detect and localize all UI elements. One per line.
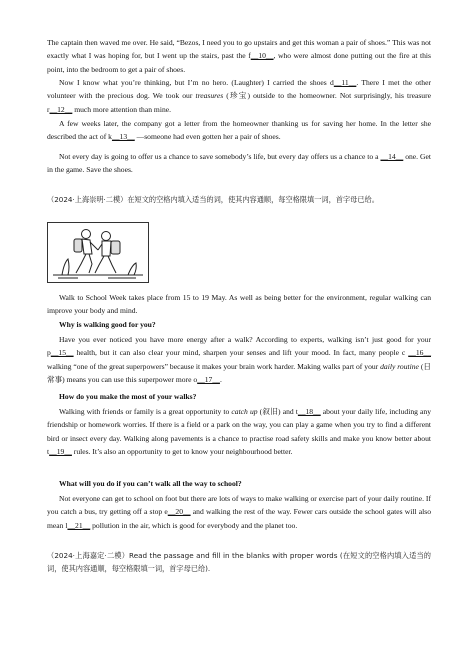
text-span: health, but it can also clear your mind, sharpen your senses and lift your mood. In fact, many people c: [73, 348, 409, 358]
text-span: The captain then waved me over. He said, “Bezos, I need you to go upstairs and get this woman a pair of shoes.” This was not exactly what I was hoping for, but I went up the stairs, past the f: [47, 38, 431, 61]
treasures-word: treasures: [195, 91, 224, 101]
blank-21[interactable]: __21__: [67, 520, 91, 530]
blank-18[interactable]: __18__: [297, 407, 321, 416]
text-span: Not everyone can get to school on foot but there are lots of ways to make walking or exercise part of your daily routine. If you catch a bus, try getting off a stop e: [47, 494, 431, 517]
walking-children-illustration: [47, 222, 149, 283]
text-span: .: [219, 375, 222, 385]
text-span: one. Get in the game. Save the shoes.: [47, 152, 431, 175]
story-paragraph-4: [47, 150, 431, 177]
text-span: Not every day is going to offer us a chance to save somebody’s life, but every day offers us a chance to a: [59, 152, 381, 161]
blank-19[interactable]: __19__: [49, 447, 72, 457]
text-span: pollution in the air, which is good for everybody and the planet too.: [90, 520, 298, 530]
blank-14[interactable]: __14__: [380, 152, 404, 161]
story-paragraph-2: [47, 76, 431, 116]
blank-17[interactable]: __17__: [197, 375, 220, 385]
heading-why-walking: Why is walking good for you?: [59, 320, 156, 329]
story-paragraph-1: [47, 36, 431, 76]
text-span: A few weeks later, the company got a letter from the homeowner thanking us for saving her home. In the letter she described the act of k: [47, 119, 431, 142]
text-span: . There I met the other volunteer with the precious dog. We took our: [47, 78, 431, 101]
text-span: (叙旧) and t: [257, 407, 298, 416]
story-paragraph-3: [47, 117, 431, 144]
blank-11[interactable]: __11__: [333, 78, 357, 87]
blank-13[interactable]: __13__: [111, 132, 135, 142]
heading-make-most: How do you make the most of your walks?: [59, 392, 197, 401]
blank-20[interactable]: __20__: [167, 507, 191, 517]
text-span: rules. It’s also an opportunity to get to know your neighbourhood better.: [71, 447, 293, 457]
text-span: Now I know what you’re thinking, but I’m no hero. (Laughter) I carried the shoes d: [59, 78, 334, 87]
text-span: (日常事) means you can use this superpower more o: [47, 361, 431, 385]
text-span: Walking with friends or family is a great opportunity to: [59, 407, 232, 416]
text-span: Have you ever noticed you have more energy after a walk? According to experts, walking isn’t just good for your p: [47, 335, 431, 358]
walk-intro-paragraph: Walk to School Week takes place from 15 to 19 May. As well as being better for the environment, regular walking can improve your body and mind.: [47, 293, 431, 316]
text-span: , who were almost done putting out the fire at this point, into the bedroom to get a pair of shoes.: [47, 51, 431, 74]
blank-16[interactable]: __16__: [408, 348, 431, 358]
heading-cant-walk: What will you do if you can’t walk all the way to school?: [59, 479, 242, 488]
text-span: walking “one of the great superpowers” because it makes your brain work harder. Making walks part of your: [47, 361, 381, 371]
blank-12[interactable]: __12__: [49, 104, 73, 114]
walk-paragraph-1: [47, 333, 431, 387]
walk-paragraph-3: [47, 492, 431, 532]
blank-15[interactable]: __15__: [50, 348, 74, 358]
text-span: —someone had even gotten her a pair of shoes.: [134, 132, 281, 142]
text-span: and walking the rest of the way. Fewer cars outside the school gates will also mean l: [47, 507, 431, 530]
source-note-jiading: （2024·上海嘉定·二模）Read the passage and fill in the blanks with proper words (在短文的空格内填入适当的词，使其内容通顺，每空格限填一词，首字母已给).: [47, 551, 431, 574]
blank-10[interactable]: __10__: [250, 51, 274, 61]
text-span: (珍宝) outside to the homeowner. Not surprisingly, his treasure r: [47, 91, 432, 114]
children-walking-icon: [48, 223, 148, 282]
text-span: much more attention than mine.: [72, 104, 172, 114]
catch-up-term: catch up: [231, 407, 258, 416]
daily-routine-term: daily routine: [380, 361, 419, 371]
source-note-chongming: （2024·上海崇明·二模）在短文的空格内填入适当的词，使其内容通顺，每空格限填一词，首字母已给。: [47, 195, 379, 204]
walk-paragraph-2: [47, 405, 431, 459]
text-span: about your daily life, including any friendship or homework worries. If there is a field or a park on the way, you can play a game when you try to find a different bird or insect every day. Walking along pavements is a chance to practise road safety skills and make you know better about t: [47, 407, 432, 457]
